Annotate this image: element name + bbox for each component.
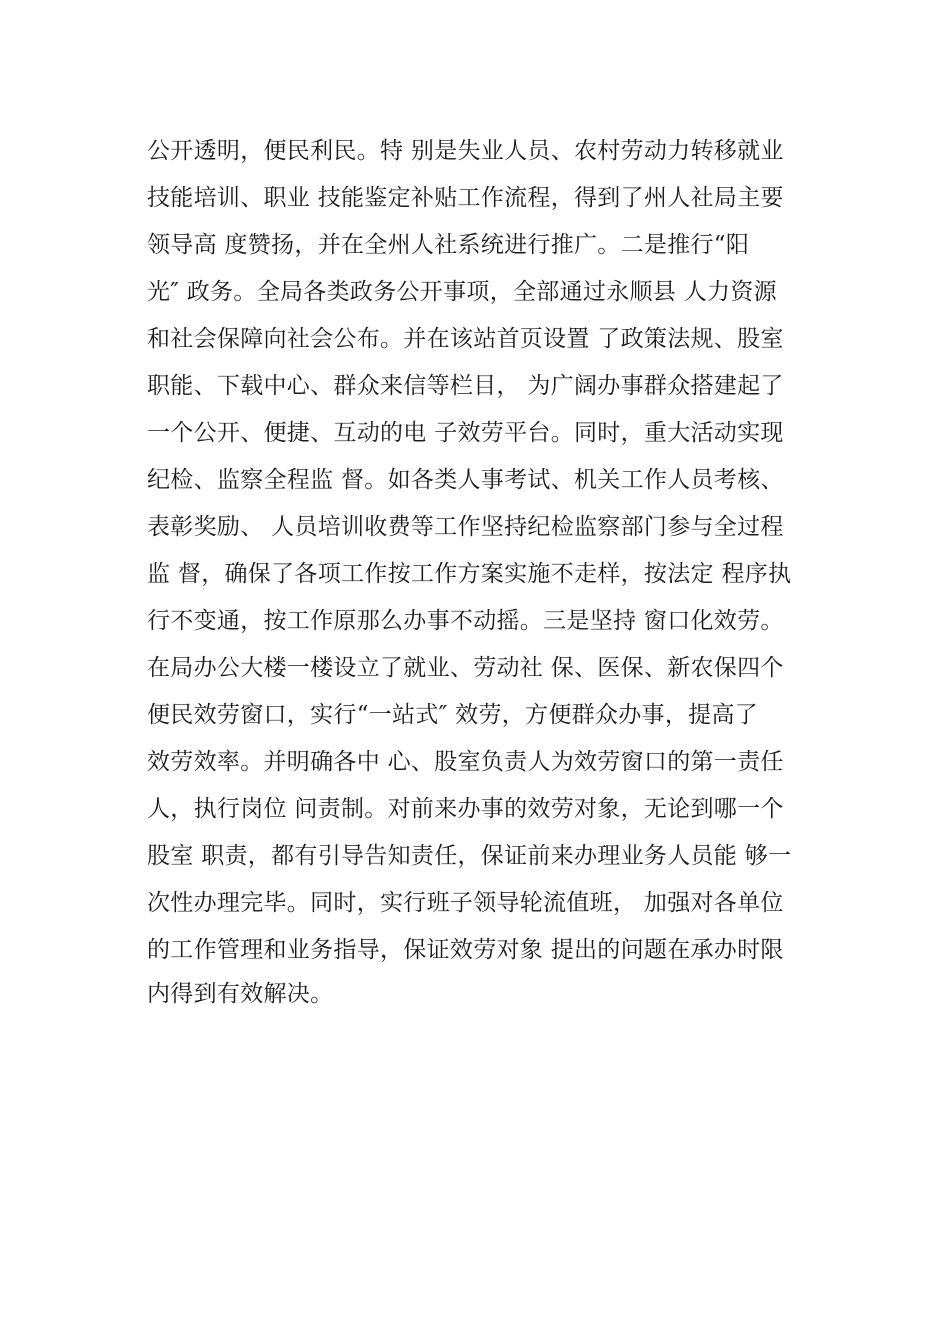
text-line-2: 技能培训、职业 技能鉴定补贴工作流程，得到了州人社局主要 [147,185,784,211]
text-line-3: 领导高 度赞扬，并在全州人社系统进行推广。二是推行“阳 [147,232,750,258]
text-line-16: 股室 职责，都有引导告知责任，保证前来办理业务人员能 够一 [147,843,792,869]
text-line-18: 的工作管理和业务指导，保证效劳对象 提出的问题在承办时限 [147,937,784,963]
text-line-5: 和社会保障向社会公布。并在该站首页设置 了政策法规、股室 [147,326,784,352]
text-line-19: 内得到有效解决。 [147,981,334,1007]
text-line-17: 次性办理完毕。同时，实行班子领导轮流值班， 加强对各单位 [147,890,784,916]
text-line-12: 在局办公大楼一楼设立了就业、劳动社 保、医保、新农保四个 [147,655,784,681]
text-line-1: 公开透明，便民利民。特 别是失业人员、农村劳动力转移就业 [147,138,784,164]
text-line-8: 纪检、监察全程监 督。如各类人事考试、机关工作人员考核、 [147,467,784,493]
text-line-14: 效劳效率。并明确各中 心、股室负责人为效劳窗口的第一责任 [147,749,784,775]
text-line-4: 光″ 政务。全局各类政务公开事项，全部通过永顺县 人力资源 [147,279,777,305]
text-line-6: 职能、下载中心、群众来信等栏目， 为广阔办事群众搭建起了 [147,373,784,399]
text-line-7: 一个公开、便捷、互动的电 子效劳平台。同时，重大活动实现 [147,420,784,446]
text-line-9: 表彰奖励、 人员培训收费等工作坚持纪检监察部门参与全过程 [147,514,784,540]
text-line-13: 便民效劳窗口，实行“一站式″ 效劳，方便群众办事，提高了 [147,702,759,728]
text-line-10: 监 督，确保了各项工作按工作方案实施不走样，按法定 程序执 [147,561,792,587]
text-line-15: 人，执行岗位 问责制。对前来办事的效劳对象，无论到哪一个 [147,796,784,822]
text-line-11: 行不变通，按工作原那么办事不动摇。三是坚持 窗口化效劳。 [147,608,784,634]
body-paragraph [147,128,827,1014]
